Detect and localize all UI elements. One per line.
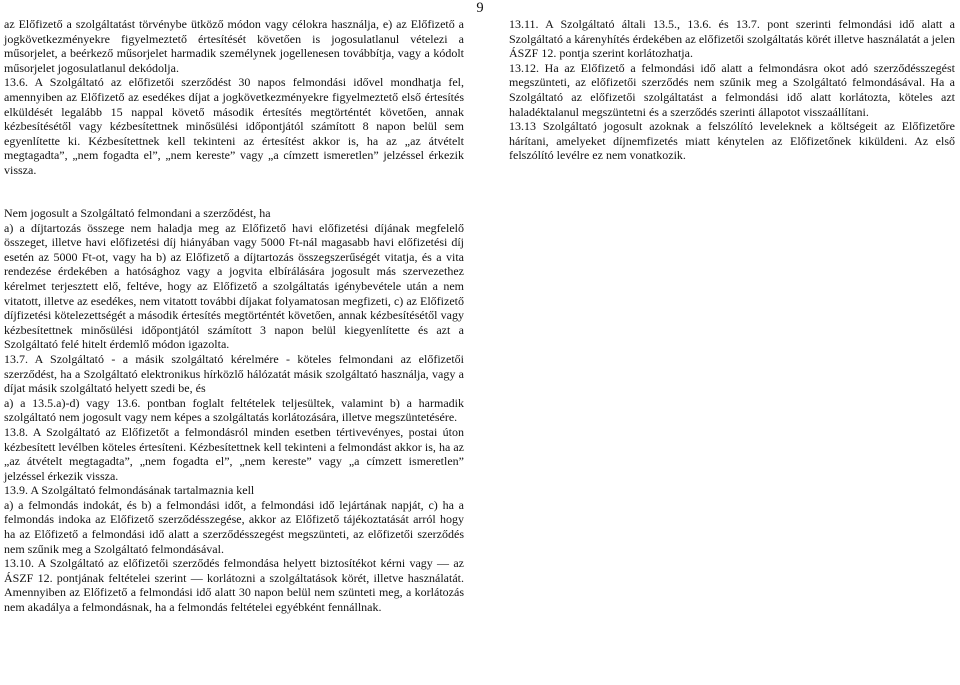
- paragraph: az Előfizető a szolgáltatást törvénybe ütköző módon vagy célokra használja, e) az Előfizető a jogkövetkezményekre figyelmeztető értesítését követően is jogosulatlanul vételezi a műsorjelet, a beérkező műsorjelet harmadik személynek jogellenesen továbbítja, vagy a kódolt műsorjelet jogosulatlanul dekódolja.: [4, 17, 464, 75]
- paragraph: 13.11. A Szolgáltató általi 13.5., 13.6. és 13.7. pont szerinti felmondási idő alatt a Szolgáltató a kárenyhítés érdekében az előfizetői szolgáltatás körét illetve használatát a jelen ÁSZF 12. pontja szerint korlátozhatja.: [509, 17, 955, 61]
- paragraph: 13.10. A Szolgáltató az előfizetői szerződés felmondása helyett biztosítékot kérni vagy — az ÁSZF 12. pontjának feltételei szerint — korlátozni a szolgáltatások körét, illetve használatát. Amennyiben az Előfizető a felmondási idő alatt 30 napon belül nem szünteti meg, a korlátozás nem akadálya a felmondásnak, ha a felmondás feltételei egyébként fennállnak.: [4, 556, 464, 615]
- left-column-top: [4, 17, 464, 178]
- paragraph: 13.12. Ha az Előfizető a felmondási idő alatt a felmondásra okot adó szerződésszegést megszünteti, az előfizetői szerződés nem szűnik meg a Szolgáltató felmondásával. Ha a Szolgáltató az előfizetői szolgáltatást a felmondási idő alatt korlátozta, köteles azt haladéktalanul megszüntetni és a szerződés szerinti állapotot visszaállítani.: [509, 60, 955, 119]
- paragraph: a) a felmondás indokát, és b) a felmondási időt, a felmondási idő lejártának napját, c) ha a felmondás indoka az Előfizető szerződésszegése, akkor az Előfizető tájékoztatását arról hogy ha az Előfizető a felmondási idő alatt a szerződésszegést megszünteti, az előfizetői szerződés nem szűnik meg a Szolgáltató felmondásával.: [4, 497, 464, 556]
- right-column: [509, 17, 955, 163]
- page-number: 9: [476, 0, 484, 16]
- paragraph: 13.7. A Szolgáltató - a másik szolgáltató kérelmére - köteles felmondani az előfizetői szerződést, ha a Szolgáltató elektronikus hírközlő hálózatát másik szolgáltató használja, vagy a díjat másik szolgáltató helyett szedi be, és: [4, 351, 464, 396]
- left-column-bottom: [4, 206, 464, 615]
- paragraph: a) a 13.5.a)-d) vagy 13.6. pontban foglalt feltételek teljesültek, valamint b) a harmadik szolgáltató nem jogosult vagy nem képes a szolgáltatás korlátozására, illetve megszüntetésére.: [4, 395, 464, 425]
- paragraph: 13.13 Szolgáltató jogosult azoknak a felszólító leveleknek a költségeit az Előfizetőre hárítani, amelyeket díjnemfizetés miatt kénytelen az Előfizetőnek kiküldeni. Az első felszólító levélre ez nem vonatkozik.: [509, 119, 955, 163]
- paragraph: 13.8. A Szolgáltató az Előfizetőt a felmondásról minden esetben tértivevényes, postai úton kézbesített levélben köteles értesíteni. Kézbesítettnek kell tekinteni a felmondást akkor is, ha az „az átvételt megtagadta”, „nem fogadta el”, „nem kereste” vagy „a címzett ismeretlen” jelzéssel érkezik vissza.: [4, 424, 464, 483]
- paragraph: Nem jogosult a Szolgáltató felmondani a szerződést, ha: [4, 206, 271, 220]
- paragraph: 13.6. A Szolgáltató az előfizetői szerződést 30 napos felmondási idővel mondhatja fel, amennyiben az Előfizető az esedékes díjat a jogkövetkezményekre figyelmeztető első értesítés elküldését legalább 15 nappal követő második értesítés megtörténtét követően, annak kézbesítésétől vagy kézbesítettnek minősülési időpontjától számított 8 napon belül sem egyenlítette ki. Kézbesítettnek kell tekinteni az értesítést akkor is, ha az „az átvételt megtagadta”, „nem fogadta el”, „nem kereste” vagy „a címzett ismeretlen” jelzéssel érkezik vissza.: [4, 75, 464, 177]
- paragraph: 13.9. A Szolgáltató felmondásának tartalmaznia kell: [4, 483, 255, 498]
- paragraph: a) a díjtartozás összege nem haladja meg az Előfizető havi előfizetési díjának megfelelő összeget, illetve havi előfizetési díj hiányában vagy 5000 Ft-nál magasabb havi előfizetési díj esetén az 5000 Ft-ot, vagy ha b) az Előfizető a díjtartozás összegszerűségét vitatja, és a vita rendezése érdekében a hatósághoz vagy a jogvita elbírálására jogosult más szervezethez kérelmet terjesztett elő, feltéve, hogy az Előfizető a szolgáltatás igénybevétele után a nem vitatott, illetve az esedékes, nem vitatott további díjakat folyamatosan megfizeti, c) az Előfizető díjfizetési kötelezettségét a második értesítés megtörténtét követően, annak kézbesítésétől vagy kézbesítettnek minősülési időpontjától számított 3 napon belül kiegyenlítette és azt a Szolgáltató felé hitelt érdemlő módon igazolta.: [4, 220, 464, 352]
